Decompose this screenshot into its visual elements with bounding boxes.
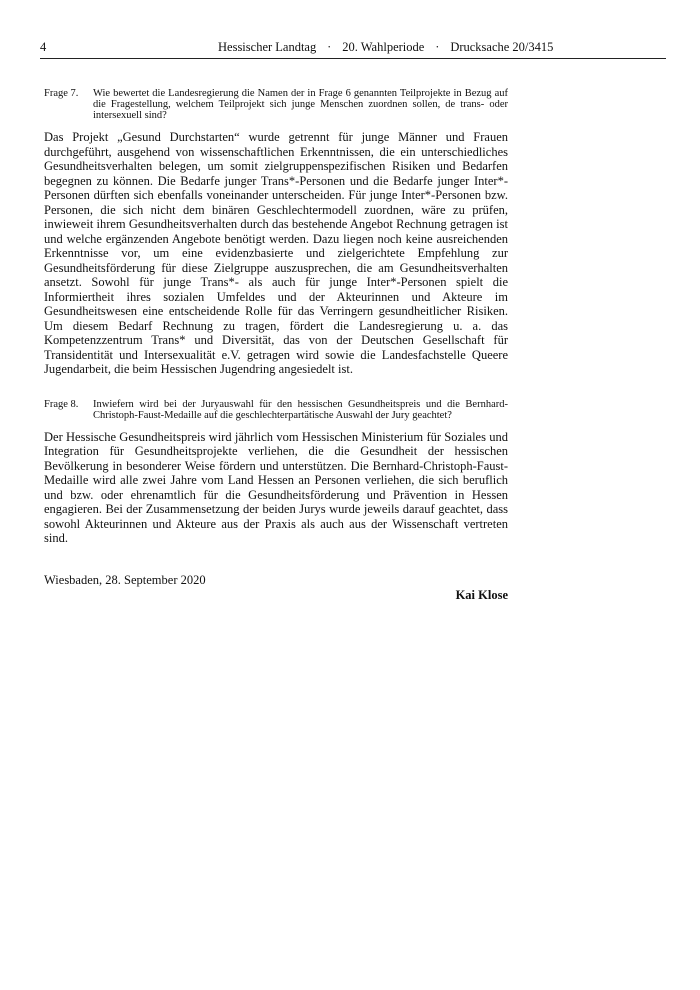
answer-8: Der Hessische Gesundheitspreis wird jährlich vom Hessischen Ministerium für Soziales und Integration für Gesundheitsprojekte verliehen, die die Gesundheit der hessischen Bevölkerung in besonderer Weise fördern und unterstützen. Die Bernhard-Christoph-Faust-Medaille wird alle zwei Jahre vom Land Hessen an Personen verliehen, die sich beruflich und bzw. oder ehrenamtlich für die Gesundheitsförderung und Prävention in Hessen engagieren. Bei der Zusammensetzung der beiden Jurys wurde jeweils darauf geachtet, dass sowohl Akteurinnen und Akteure aus der Praxis als auch aus der Wissenschaft vertreten sind.: [44, 429, 508, 545]
page-number: 4: [40, 40, 47, 54]
document-reference: Drucksache 20/3415: [450, 40, 554, 54]
header-info: [218, 40, 553, 55]
page-header: [40, 40, 666, 59]
question-text: Inwiefern wird bei der Juryauswahl für den hessischen Gesundheitspreis und die Bernhard-Christoph-Faust-Medaille auf die geschlechterpartätische Auswahl der Jury geachtet?: [93, 398, 508, 421]
place-date: Wiesbaden, 28. September 2020: [44, 572, 206, 587]
signatory-name: Kai Klose: [455, 587, 508, 602]
header-separator: ·: [327, 40, 332, 54]
answer-7: Das Projekt „Gesund Durchstarten“ wurde getrennt für junge Männer und Frauen durchgeführt, ausgehend von wissenschaftlichen Erkenntnissen, die ein unterschiedliches Gesundheitsverhalten belegen, um somit zielgruppenspezifischen Risiken und Bedarfen begegnen zu können. Die Bedarfe junger Trans*-Personen und die Bedarfe junger Inter*-Personen dürften sich ebenfalls voneinander unterscheiden. Für junge Inter*-Personen bzw. Personen, die sich nicht dem binären Geschlechtermodell zuordnen, wäre zu prüfen, inwieweit ihrem Gesundheitsverhalten durch das bestehende Angebot Rechnung getragen ist und welche ergänzenden Angebote benötigt werden. Dazu liegen noch keine ausreichenden Erkenntnisse vor, um eine evidenzbasierte und zielgerichtete Empfehlung zur Gesundheitsförderung für diese Zielgruppe auszusprechen, die am Gesundheitsverhalten ansetzt. Sowohl für junge Trans*- als auch für junge Inter*-Personen spielt die Informiertheit ihres sozialen Umfeldes und der Akteurinnen und Akteure im Gesundheitswesen eine entscheidende Rolle für das Verringern gesundheitlicher Risiken. Um diesem Bedarf Rechnung zu tragen, fördert die Landesregierung u. a. das Kompetenzzentrum Trans* und Diversität, das von der Deutschen Gesellschaft für Transidentität und Intersexualität e.V. getragen wird sowie die Landesfachstelle Queere Jugendarbeit, die beim Hessischen Jugendring angesiedelt ist.: [44, 130, 508, 376]
question-label: Frage 7.: [44, 88, 79, 99]
legislative-period: 20. Wahlperiode: [342, 40, 425, 54]
question-text: Wie bewertet die Landesregierung die Namen der in Frage 6 genannten Teilprojekte in Bezug auf die Fragestellung, welchem Teilprojekt sich junge Menschen zuordnen sollen, de trans- oder intersexuell sind?: [93, 88, 508, 121]
question-label: Frage 8.: [44, 398, 79, 410]
header-separator: ·: [435, 40, 440, 54]
document-body: [44, 88, 508, 603]
question-7: [44, 88, 508, 121]
question-8: [44, 399, 508, 421]
parliament-name: Hessischer Landtag: [218, 40, 317, 54]
